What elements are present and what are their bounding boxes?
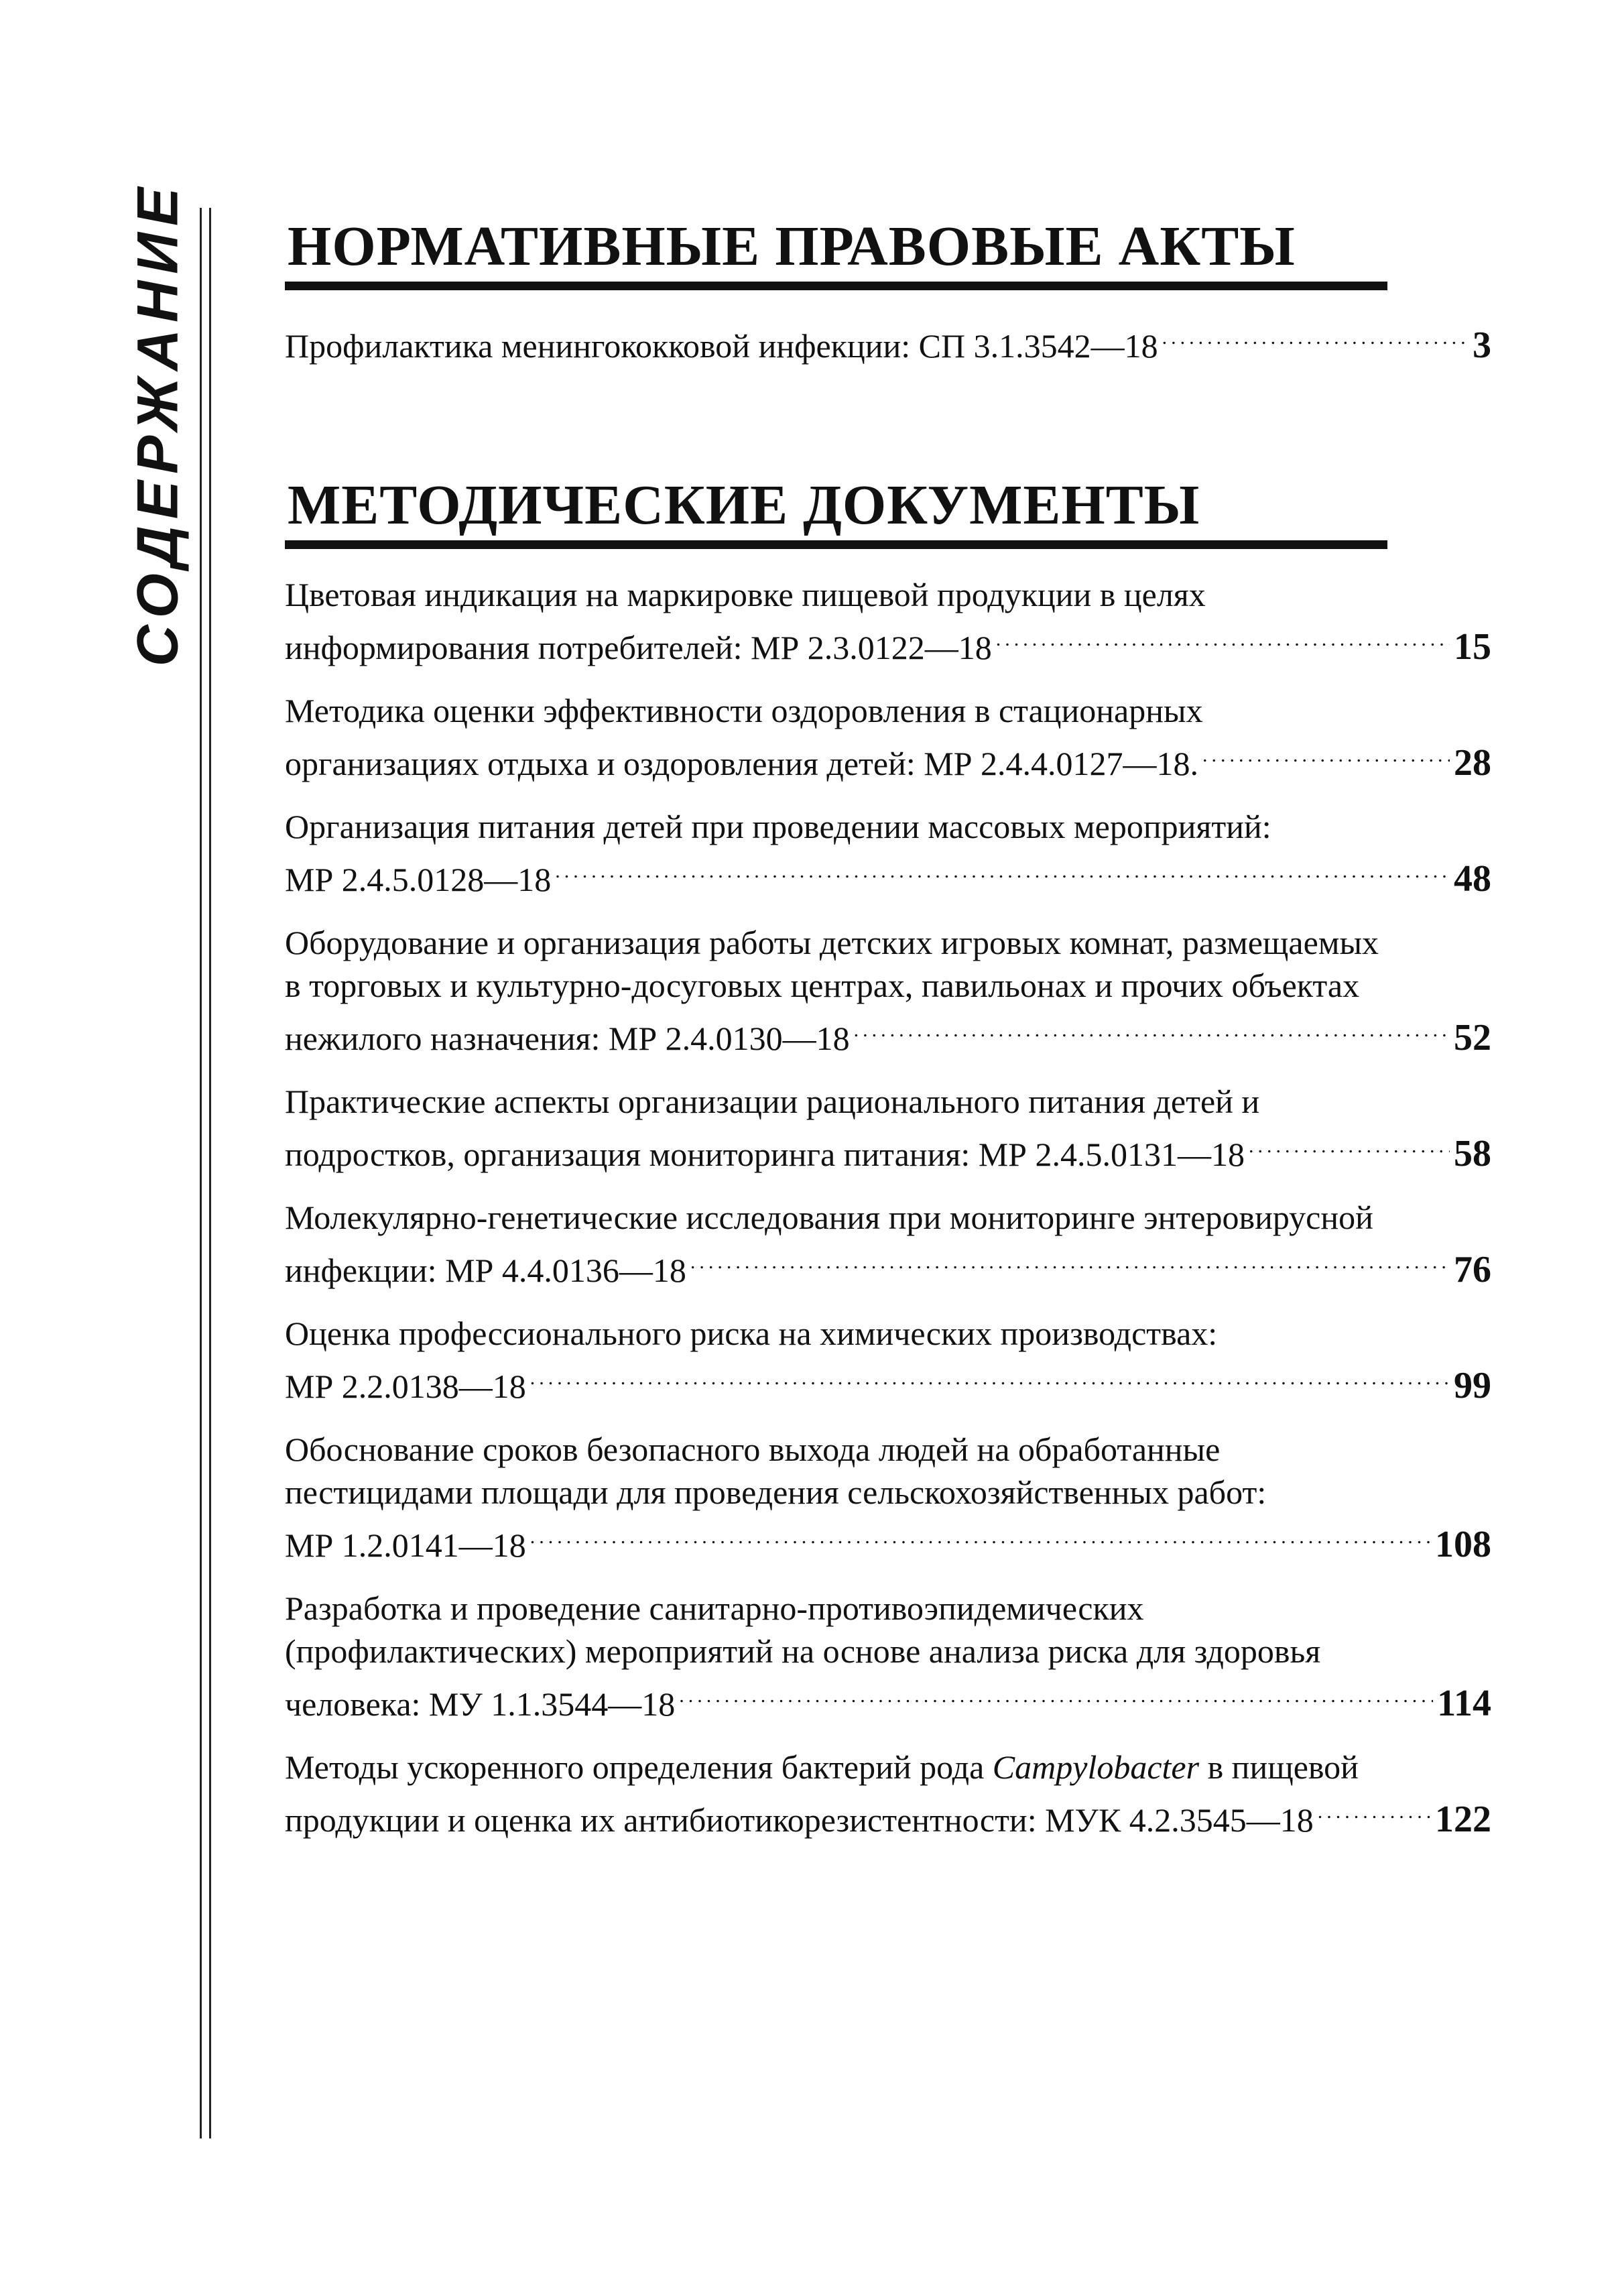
toc-entry-text: подростков, организация мониторинга питания: МР 2.4.5.0131—18 (285, 1136, 1245, 1173)
page-number: 108 (1435, 1524, 1491, 1565)
toc-entry[interactable] (285, 573, 1491, 669)
dot-leader (1162, 314, 1469, 357)
toc-entry-last-line (285, 1123, 1491, 1176)
toc-entry-last-line (285, 314, 1491, 367)
section-title: НОРМАТИВНЫЕ ПРАВОВЫЕ АКТЫ (288, 215, 1296, 278)
toc-entry-line: Обоснование сроков безопасного выхода людей на обработанные (285, 1431, 1221, 1468)
toc-entry-line: Организация питания детей при проведении массовых мероприятий: (285, 808, 1271, 845)
toc-content (285, 215, 1491, 1862)
page-number: 76 (1454, 1249, 1491, 1290)
section-rule (285, 282, 1387, 290)
toc-entry[interactable] (285, 1428, 1491, 1567)
toc-entry-text: МР 2.2.0138—18 (285, 1368, 526, 1405)
toc-entry-line: Разработка и проведение санитарно-противоэпидемических (285, 1589, 1144, 1627)
toc-entry-last-line (285, 848, 1491, 901)
dot-leader (1249, 1123, 1450, 1166)
dot-leader (1318, 1789, 1431, 1831)
toc-entry-text: человека: МУ 1.1.3544—18 (285, 1685, 676, 1723)
toc-entry-last-line (285, 1789, 1491, 1841)
page-number: 48 (1454, 858, 1491, 900)
toc-entry-last-line (285, 1673, 1491, 1726)
toc-entry[interactable] (285, 314, 1491, 367)
toc-entry-line: Практические аспекты организации рационального питания детей и (285, 1083, 1260, 1120)
toc-entry-line: Цветовая индикация на маркировке пищевой продукции в целях (285, 576, 1206, 613)
toc-entry-text: организациях отдыха и оздоровления детей: МР 2.4.4.0127—18. (285, 745, 1199, 782)
toc-entry-last-line (285, 616, 1491, 669)
dot-leader (530, 1355, 1450, 1398)
toc-entry-text-part: в пищевой (1199, 1748, 1359, 1786)
margin-rule-inner (209, 208, 211, 2138)
toc-entry-line: Молекулярно-генетические исследования при мониторинге энтеровирусной (285, 1199, 1373, 1236)
toc-entry-text: информирования потребителей: МР 2.3.0122—18 (285, 629, 992, 666)
toc-entry[interactable] (285, 805, 1491, 901)
page-number: 58 (1454, 1133, 1491, 1174)
section-entries (285, 573, 1491, 1841)
toc-entry-text: инфекции: МР 4.4.0136—18 (285, 1252, 686, 1289)
toc-entry-line: Методика оценки эффективности оздоровления в стационарных (285, 692, 1203, 729)
toc-entry-text: Профилактика менингококковой инфекции: СП 3.1.3542—18 (285, 327, 1158, 365)
toc-entry-last-line (285, 1355, 1491, 1408)
toc-entry-last-line (285, 1239, 1491, 1292)
section-title: МЕТОДИЧЕСКИЕ ДОКУМЕНТЫ (288, 474, 1200, 536)
toc-entry[interactable] (285, 1746, 1491, 1841)
dot-leader (854, 1007, 1450, 1050)
dot-leader (679, 1673, 1433, 1715)
page-number: 114 (1437, 1683, 1491, 1724)
page-number: 15 (1454, 626, 1491, 668)
toc-entry-line: Оборудование и организация работы детских игровых комнат, размещаемых (285, 924, 1379, 961)
page-number: 99 (1454, 1365, 1491, 1406)
toc-entry[interactable] (285, 921, 1491, 1060)
toc-entry-last-line (285, 1007, 1491, 1060)
toc-entry-last-line (285, 732, 1491, 785)
toc-entry-line (285, 1746, 1491, 1789)
toc-entry[interactable] (285, 1312, 1491, 1408)
section-rule (285, 540, 1387, 549)
toc-entry-last-line (285, 1514, 1491, 1567)
toc-entry-text: МР 1.2.0141—18 (285, 1526, 526, 1564)
toc-entry-text: МР 2.4.5.0128—18 (285, 861, 552, 898)
dot-leader (555, 848, 1450, 891)
side-title (118, 180, 198, 667)
page-number: 52 (1454, 1017, 1491, 1059)
dot-leader (1202, 732, 1450, 775)
toc-entry-line: пестицидами площади для проведения сельскохозяйственных работ: (285, 1473, 1267, 1511)
toc-entry-text-part: Методы ускоренного определения бактерий рода (285, 1748, 993, 1786)
margin-rule-outer (200, 208, 202, 2138)
page-number: 3 (1473, 324, 1491, 366)
toc-entry-text: продукции и оценка их антибиотикорезистентности: МУК 4.2.3545—18 (285, 1801, 1314, 1839)
dot-leader (996, 616, 1450, 659)
dot-leader (530, 1514, 1431, 1557)
toc-entry-italic-term: Campylobacter (992, 1748, 1200, 1786)
toc-entry-line: Оценка профессионального риска на химических производствах: (285, 1315, 1218, 1352)
toc-entry-line: в торговых и культурно-досуговых центрах, павильонах и прочих объектах (285, 967, 1360, 1004)
dot-leader (690, 1239, 1450, 1282)
toc-entry[interactable] (285, 1196, 1491, 1292)
section-entries (285, 314, 1491, 367)
toc-entry-text: нежилого назначения: МР 2.4.0130—18 (285, 1020, 850, 1057)
toc-entry[interactable] (285, 1587, 1491, 1726)
page-number: 122 (1435, 1799, 1491, 1840)
toc-entry[interactable] (285, 1080, 1491, 1176)
side-title-text: СОДЕРЖАНИЕ (125, 180, 190, 667)
page-number: 28 (1454, 742, 1491, 784)
toc-entry-line: (профилактических) мероприятий на основе анализа риска для здоровья (285, 1632, 1321, 1670)
toc-entry[interactable] (285, 689, 1491, 785)
